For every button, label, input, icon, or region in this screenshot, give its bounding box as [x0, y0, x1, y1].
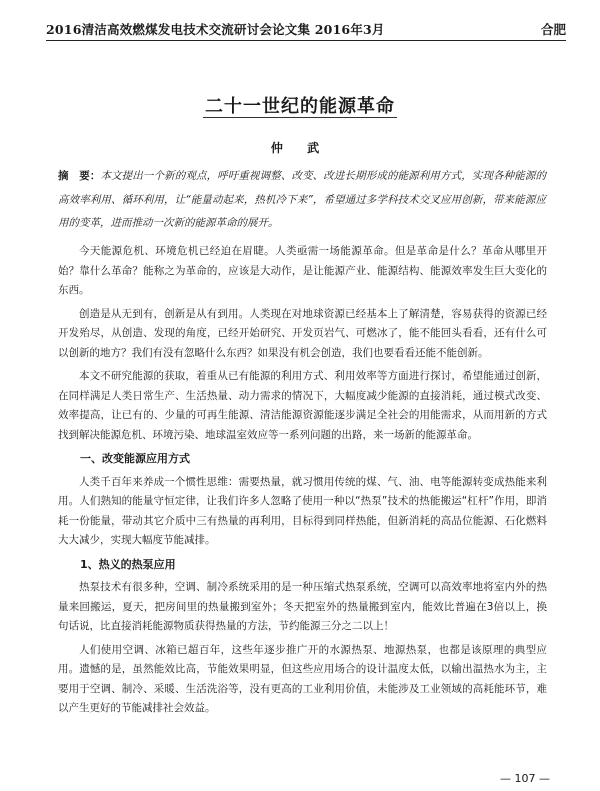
header-location: 合肥: [540, 22, 566, 37]
abstract-label: 摘 要：: [58, 170, 101, 182]
paragraph: 本文不研究能源的获取，着重从已有能源的利用方式、利用效率等方面进行探讨，希望能通过创新，在同样满足人类日常生产、生活热量、动力需求的情况下，大幅度减少能源的直接消耗，通过模式改变、效率提高，让已有的、少量的可再生能源、清洁能源资源能逐步满足全社会的用能需求，从而用新的方式找到解决能源危机、环境污染、地球温室效应等一系列问题的出路，来一场新的能源革命。: [58, 370, 547, 441]
running-header: [46, 18, 566, 41]
paper-title: [0, 92, 600, 118]
abstract-text: 本文提出一个新的观点，呼吁重视调整、改变、改进长期形成的能源利用方式，实现各种能源的高效率利用、循环利用，让“能量动起来，热机冷下来”，希望通过多学科技术交叉应用创新，带来能源应用的变革，进而推动一次新的能源革命的展开。: [58, 170, 547, 229]
paragraph: 人们使用空调、冰箱已超百年，这些年逐步推广开的水源热泵、地源热泵，也都是该原理的典型应用。遗憾的是，虽然能效比高，节能效果明显，但这些应用场合的设计温度太低，以输出温热水为主，主要用于空调、制冷、采暖、生活洗浴等，没有更高的工业利用价值，未能涉及工业领域的高耗能环节，难以产生更好的节能减排社会效益。: [58, 643, 547, 714]
section-heading-1: 一、改变能源应用方式: [80, 452, 190, 465]
paragraph: 创造是从无到有，创新是从有到用。人类现在对地球资源已经基本上了解清楚，容易获得的资源已经开发殆尽，从创造、发现的角度，已经开始研究、开发页岩气、可燃冰了，能不能回头看看，还有什么可以创新的地方？我们有没有忽略什么东西？如果没有机会创造，我们也要看看还能不能创新。: [58, 307, 547, 359]
body-text: [58, 242, 547, 723]
page-number: — 107 —: [500, 772, 550, 785]
section-heading-2: 1、热义的热泵应用: [80, 557, 176, 571]
abstract: [58, 165, 546, 236]
paragraph: 热泵技术有很多种，空调、制冷系统采用的是一种压缩式热泵系统，空调可以高效率地将室内外的热量来回搬运，夏天，把房间里的热量搬到室外；冬天把室外的热量搬到室内，能效比普遍在3倍以上，换句话说，比直接消耗能源物质获得热量的方法，节约能源三分之二以上！: [58, 581, 547, 632]
paper-title-text: 二十一世纪的能源革命: [205, 96, 395, 117]
paragraph: 人类千百年来养成一个惯性思维：需要热量，就习惯用传统的煤、气、油、电等能源转变成热能来利用。人们熟知的能量守恒定律，让我们许多人忽略了使用一种以“热泵”技术的热能搬运“杠杆”作用，即消耗一份能量，带动其它介质中三有热量的再利用，目标得到同样热能，但新消耗的高品位能源、石化燃料大大减少，实现大幅度节能减排。: [58, 475, 547, 546]
author-name: 仲 武: [270, 141, 330, 155]
paragraph: 今天能源危机、环境危机已经迫在眉睫。人类亟需一场能源革命。但是革命是什么？革命从哪里开始？靠什么革命？能称之为革命的，应该是大动作，是让能源产业、能源结构、能源效率发生巨大变化的东西。: [58, 245, 547, 296]
header-proceedings-title: 2016清洁高效燃煤发电技术交流研讨会论文集 2016年3月: [46, 22, 385, 37]
